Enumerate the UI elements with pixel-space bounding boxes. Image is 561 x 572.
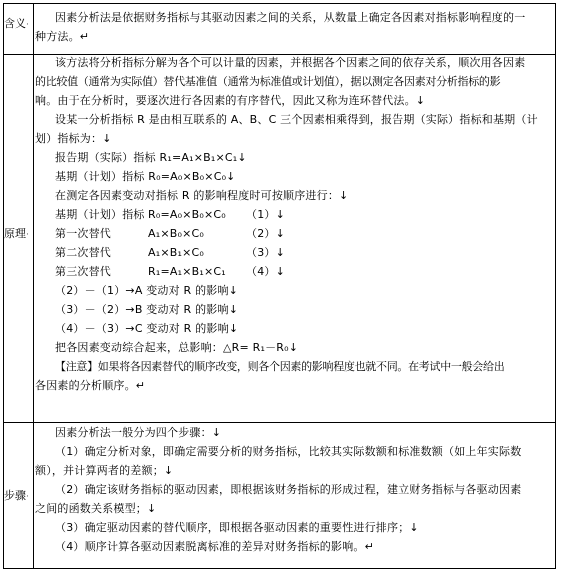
- substitution-formula: R₁=A₁×B₁×C₁: [148, 265, 226, 278]
- text-line: （4）顺序计算各驱动因素脱离标准的差异对财务指标的影响。↵: [55, 540, 375, 553]
- note-line: 【注意】如果将各因素替代的顺序改变，则各个因素的影响程度也就不同。在考试中一般会给出: [55, 360, 505, 373]
- text-line: （2）确定该财务指标的驱动因素，即根据该财务指标的形成过程，建立财务指标与各驱动因素: [55, 483, 522, 496]
- text-line: （3）确定驱动因素的替代顺序，即根据各驱动因素的重要性进行排序；↓: [55, 521, 419, 534]
- column-divider: [33, 4, 34, 568]
- principle-cell: [35, 53, 553, 395]
- substitution-number: （3）↓: [246, 246, 286, 259]
- substitution-line: [35, 262, 553, 281]
- substitution-line: [35, 205, 553, 224]
- text-line: 响。由于在分析时，要逐次进行各因素的有序替代，因此又称为连环替代法。↓: [35, 94, 426, 107]
- substitution-formula: R₀=A₀×B₀×C₀: [148, 208, 226, 221]
- row-label-steps: 步骤·: [4, 489, 29, 502]
- substitution-line: [35, 224, 553, 243]
- text-line: （1）确定分析对象，即确定需要分析的财务指标，比较其实际数额和标准数额（如上年实际数: [55, 445, 522, 458]
- text-line: 基期（计划）指标 R₀=A₀×B₀×C₀↓: [55, 170, 236, 183]
- steps-cell: [35, 423, 553, 556]
- text-line: 的比较值（通常为实际值）替代基准值（通常为标准值或计划值），据以测定各因素对分析指标的影: [35, 75, 501, 88]
- effect-line: （2）－（1）→A 变动对 R 的影响↓: [55, 284, 239, 297]
- analysis-table: [3, 3, 556, 569]
- substitution-formula: A₁×B₀×C₀: [148, 227, 205, 240]
- text-line: 该方法将分析指标分解为各个可以计量的因素，并根据各个因素之间的依存关系，顺次用各因素: [55, 56, 526, 69]
- meaning-cell: [35, 8, 553, 46]
- row-label-principle: 原理·: [4, 227, 29, 240]
- text-line: 在测定各因素变动对指标 R 的影响程度时可按顺序进行：↓: [55, 189, 349, 202]
- text-line: 额），并计算两者的差额；↓: [35, 464, 174, 477]
- substitution-formula: A₁×B₁×C₀: [148, 246, 205, 259]
- text-line: 因素分析法一般分为四个步骤：↓: [55, 426, 222, 439]
- note-line: 各因素的分析顺序。↵: [35, 379, 146, 392]
- text-line: 种方法。↵: [35, 30, 90, 43]
- substitution-number: （1）↓: [246, 208, 286, 221]
- text-line: 报告期（实际）指标 R₁=A₁×B₁×C₁↓: [55, 151, 247, 164]
- effect-line: （3）－（2）→B 变动对 R 的影响↓: [55, 303, 239, 316]
- text-line: 之间的函数关系模型；↓: [35, 502, 157, 515]
- substitution-name: 基期（计划）指标: [55, 208, 145, 221]
- text-line: 因素分析法是依据财务指标与其驱动因素之间的关系，从数量上确定各因素对指标影响程度的一: [55, 11, 526, 24]
- text-line: 设某一分析指标 R 是由相互联系的 A、B、C 三个因素相乘得到，报告期（实际）指标和基期（计: [55, 113, 538, 126]
- substitution-number: （2）↓: [246, 227, 286, 240]
- summary-line: 把各因素变动综合起来，总影响：△R= R₁－R₀↓: [55, 341, 299, 354]
- effect-line: （4）－（3）→C 变动对 R 的影响↓: [55, 322, 239, 335]
- row-label-meaning: 含义·: [4, 17, 29, 30]
- substitution-number: （4）↓: [246, 265, 286, 278]
- substitution-line: [35, 243, 553, 262]
- substitution-name: 第三次替代: [55, 265, 111, 278]
- substitution-name: 第二次替代: [55, 246, 111, 259]
- substitution-name: 第一次替代: [55, 227, 111, 240]
- text-line: 划）指标为：↓: [35, 132, 112, 145]
